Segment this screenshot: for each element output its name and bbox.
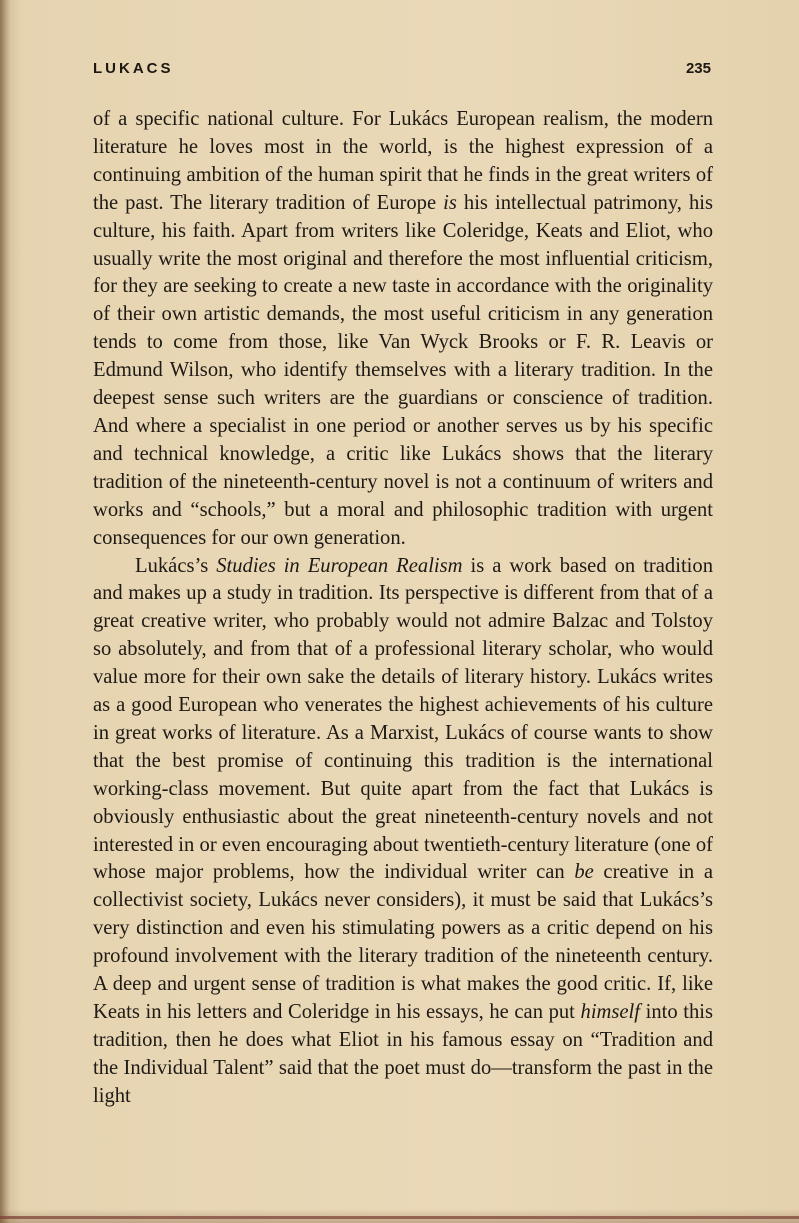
text-run: his intellectual patrimony, his culture, his faith. Apart from writers like Coleridge, Keats and Eliot, who usually write the most original and therefore the most influential criticism, for they are seeking to create a new taste in accordance with the originality of their own artistic demands, the most useful criticism in any generation tends to come from those, like Van Wyck Brooks or F. R. Leavis or Edmund Wilson, who identify themselves with a literary tradition. In the deepest sense such writers are the guardians or conscience of tradition. And where a specialist in one period or another serves us by his specific and technical knowledge, a critic like Lukács shows that the literary tradition of the nineteenth-century novel is not a continuum of writers and works and “schools,” but a moral and philosophic tradition with urgent consequences for our own generation. <box>93 191 713 549</box>
paragraph-2 <box>93 553 713 1111</box>
paragraph-1 <box>93 106 713 553</box>
text-run: is a work based on tradition and makes up a study in tradition. Its perspective is different from that of a great creative writer, who probably would not admire Balzac and Tolstoy so absolutely, and from that of a professional literary scholar, who would value more for their own sake the details of literary history. Lukács writes as a good European who venerates the highest achievements of his culture in great works of literature. As a Marxist, Lukács of course wants to show that the best promise of continuing this tradition is the international working-class movement. But quite apart from the fact that Lukács is obviously enthusiastic about the great nineteenth-century novels and not interested in or even encouraging about twentieth-century literature (one of whose major problems, how the individual writer can <box>93 554 713 884</box>
running-head-title: LUKACS <box>93 60 174 77</box>
page-bottom-edge <box>0 1216 799 1219</box>
text-run: creative in a collectivist society, Lukács never considers), it must be said that Lukács’s very distinction and even his stimulating powers as a critic depend on his profound involvement with the literary tradition of the nineteenth century. A deep and urgent sense of tradition is what makes the good critic. If, like Keats in his letters and Coleridge in his essays, he can put <box>93 861 713 1023</box>
body-text <box>93 106 713 1111</box>
italic-run: himself <box>580 1001 641 1023</box>
text-run: Lukács’s <box>135 554 217 577</box>
text-run: of a specific national culture. For Lukács European realism, the modern literature he loves most in the world, is the highest expression of a continuing ambition of the human spirit that he finds in the great writers of the past. The literary tradition of Europe <box>93 108 713 214</box>
gutter-shadow <box>0 0 10 1223</box>
running-head <box>93 60 711 82</box>
italic-run: Studies in European Realism <box>216 554 463 577</box>
text-run: into this tradition, then he does what Eliot in his famous essay on “Tradition and the Individual Talent” said that the poet must do—transform the past in the light <box>93 1001 713 1107</box>
italic-run: is <box>443 191 457 214</box>
italic-run: be <box>574 861 594 884</box>
page-number: 235 <box>685 60 711 77</box>
